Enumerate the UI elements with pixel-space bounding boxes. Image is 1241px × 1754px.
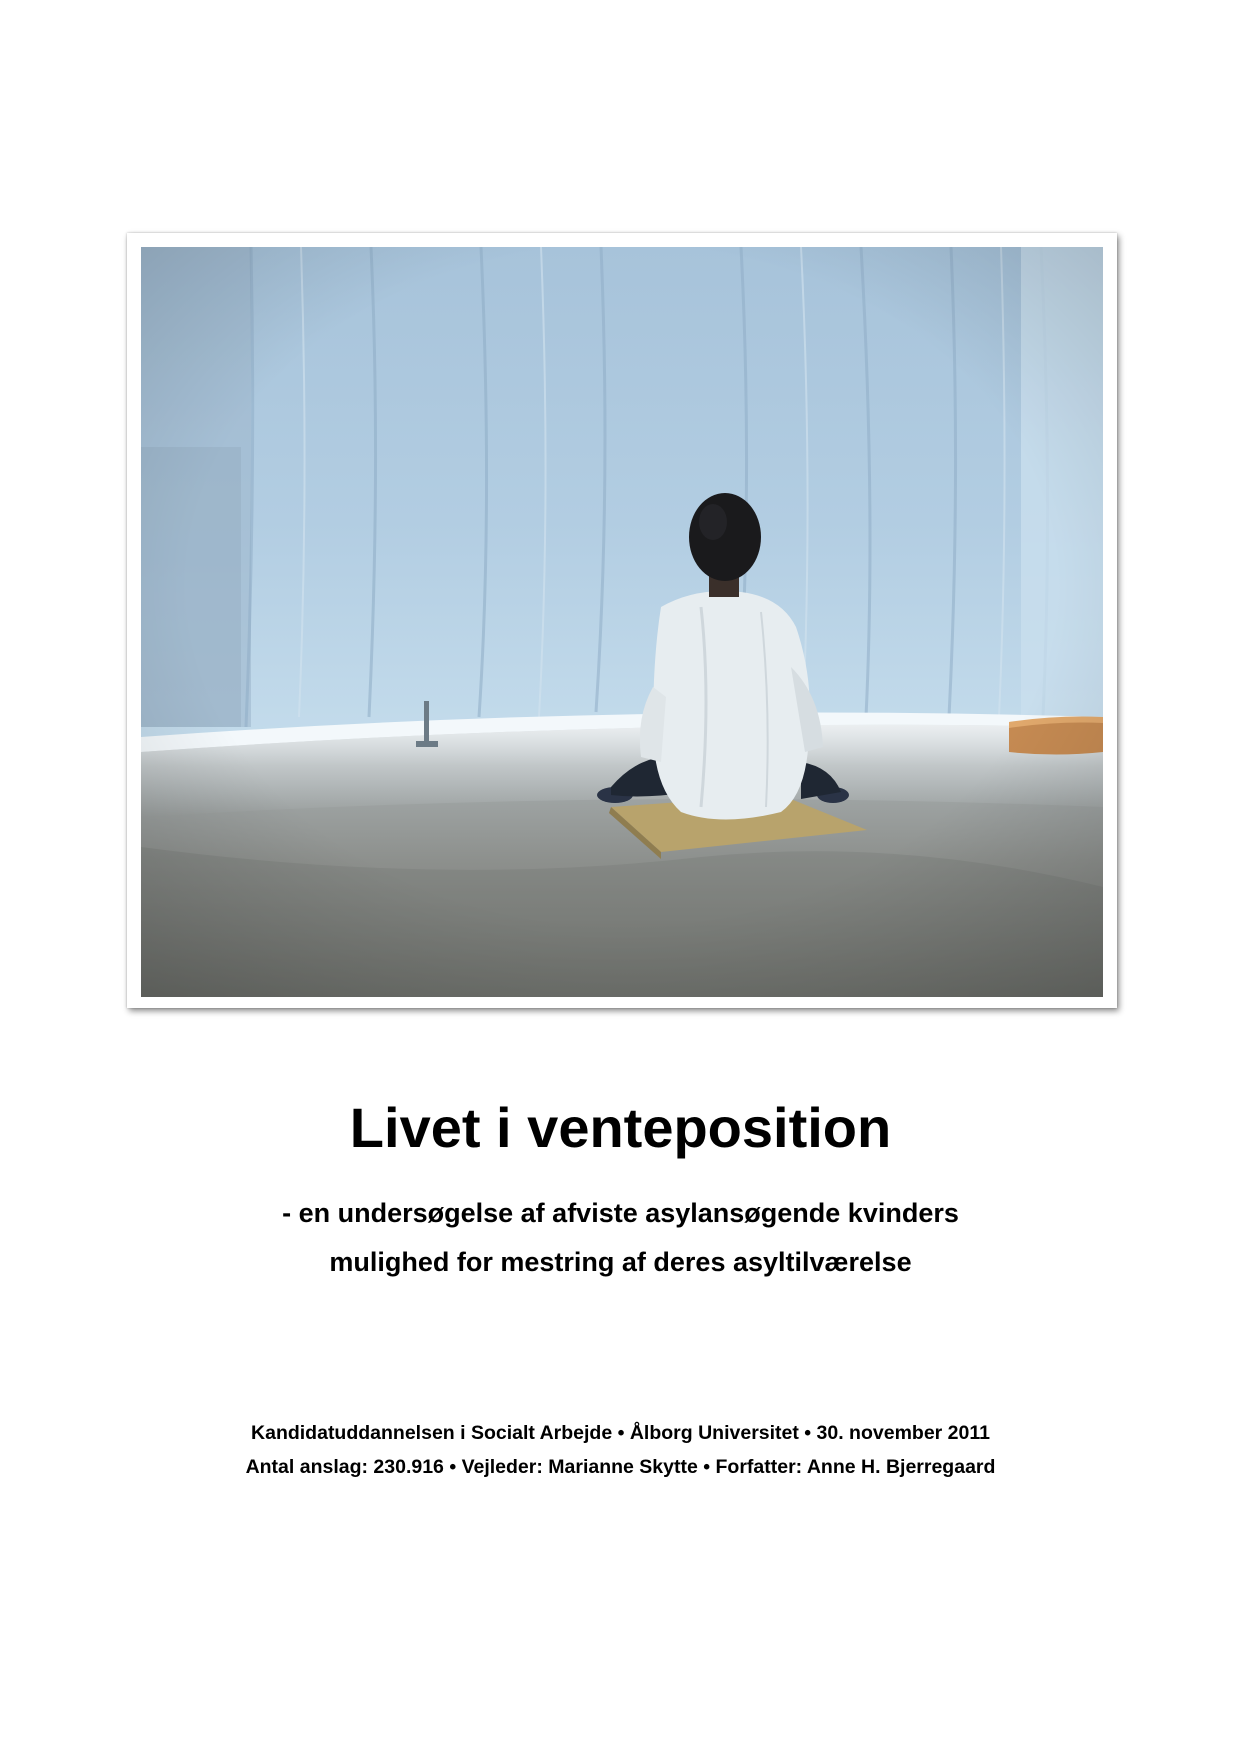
subtitle-line: - en undersøgelse af afviste asylansøgende kvinders [282, 1198, 959, 1228]
cover-photo-frame [127, 233, 1117, 1008]
document-subtitle [0, 1189, 1241, 1287]
meta-line-institution: Kandidatuddannelsen i Socialt Arbejde • Ålborg Universitet • 30. november 2011 [251, 1422, 990, 1444]
cover-photo [141, 247, 1103, 997]
subtitle-line: mulighed for mestring af deres asyltilværelse [329, 1247, 912, 1277]
meta-line-author: Antal anslag: 230.916 • Vejleder: Marianne Skytte • Forfatter: Anne H. Bjerregaard [245, 1456, 996, 1478]
document-title: Livet i venteposition [349, 1096, 892, 1159]
document-meta [0, 1416, 1241, 1484]
